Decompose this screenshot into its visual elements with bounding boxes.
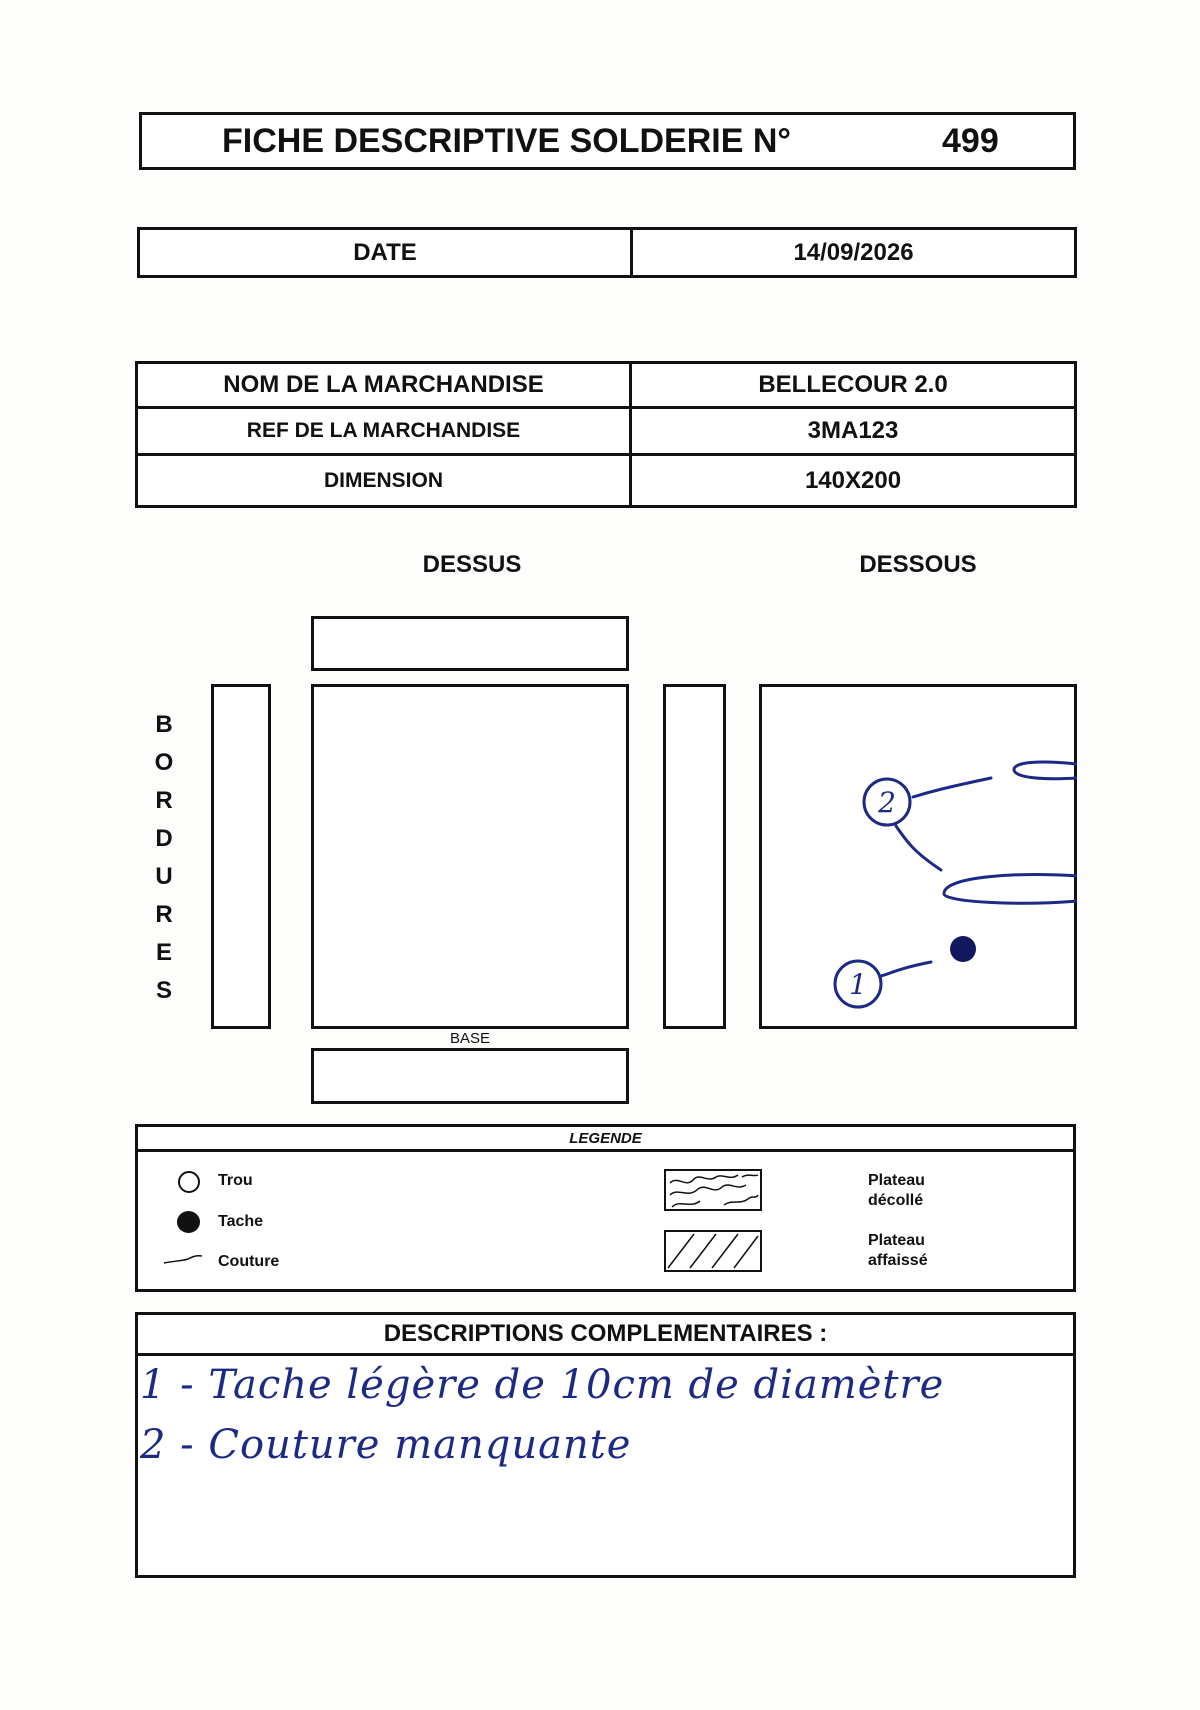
base-border-box: [311, 1048, 629, 1104]
marker-number-1: 1: [849, 968, 867, 1001]
detached-plateau-icon: [664, 1169, 762, 1211]
descriptions-title: DESCRIPTIONS COMPLEMENTAIRES :: [383, 1320, 828, 1347]
legend-item-hole: Trou: [218, 1172, 253, 1189]
top-border-box: [311, 616, 629, 671]
merch-ref-value: 3MA123: [807, 417, 899, 444]
bordures-letter: U: [155, 863, 173, 890]
handwritten-description-1: 1 - Tache légère de 10cm de diamètre: [140, 1362, 945, 1408]
merch-ref-label: REF DE LA MARCHANDISE: [246, 419, 521, 442]
bordures-letter: O: [154, 749, 174, 776]
seam-legend-icon: [162, 1249, 204, 1269]
dessous-annotations: [759, 684, 1077, 1029]
plateau-decolle-line1: Plateau: [868, 1172, 925, 1189]
hole-legend-icon: [178, 1171, 200, 1193]
bordures-letter: B: [155, 711, 173, 738]
header-box: [139, 112, 1076, 170]
merch-dimension-label: DIMENSION: [323, 468, 443, 492]
marker-number-2: 2: [878, 786, 896, 819]
header-number: 499: [942, 121, 999, 160]
sagging-plateau-icon: [664, 1230, 762, 1272]
missing-seam-upper: [1014, 762, 1077, 779]
dessus-main-box: [311, 684, 629, 1029]
legend-item-seam: Couture: [218, 1253, 280, 1270]
merch-dimension-value: 140X200: [804, 466, 902, 494]
seam-line-2b: [896, 826, 941, 870]
bordures-vertical-label: [152, 706, 176, 1010]
seam-line-2a: [913, 778, 991, 797]
merch-table: [135, 361, 1077, 508]
stain-mark: [950, 936, 976, 962]
bordures-letter: E: [155, 939, 172, 966]
plateau-affaisse-line1: Plateau: [868, 1232, 925, 1249]
plateau-affaisse-line2: affaissé: [868, 1252, 928, 1269]
legend-title: LEGENDE: [569, 1129, 642, 1147]
dessous-label: DESSOUS: [859, 551, 977, 578]
dessus-label: DESSUS: [422, 551, 522, 578]
bordures-letter: R: [155, 787, 173, 814]
bordures-letter: S: [155, 977, 172, 1004]
date-value: 14/09/2026: [793, 238, 914, 266]
legend-box: [135, 1124, 1076, 1292]
left-border-box: [211, 684, 271, 1029]
seam-line-1: [881, 962, 931, 976]
merch-name-label: NOM DE LA MARCHANDISE: [223, 371, 544, 398]
merch-name-value: BELLECOUR 2.0: [758, 371, 948, 398]
plateau-decolle-line2: décollé: [868, 1192, 924, 1209]
bordures-letter: D: [155, 825, 173, 852]
header-title: FICHE DESCRIPTIVE SOLDERIE N°: [222, 121, 792, 160]
bordures-letter: R: [155, 901, 173, 928]
date-label: DATE: [353, 238, 417, 266]
right-border-box: [663, 684, 726, 1029]
base-label: BASE: [449, 1029, 491, 1047]
handwritten-description-2: 2 - Couture manquante: [140, 1422, 632, 1468]
legend-item-stain: Tache: [218, 1213, 264, 1230]
stain-legend-icon: [177, 1211, 200, 1233]
date-table: [137, 227, 1077, 278]
missing-seam-lower: [944, 875, 1077, 904]
